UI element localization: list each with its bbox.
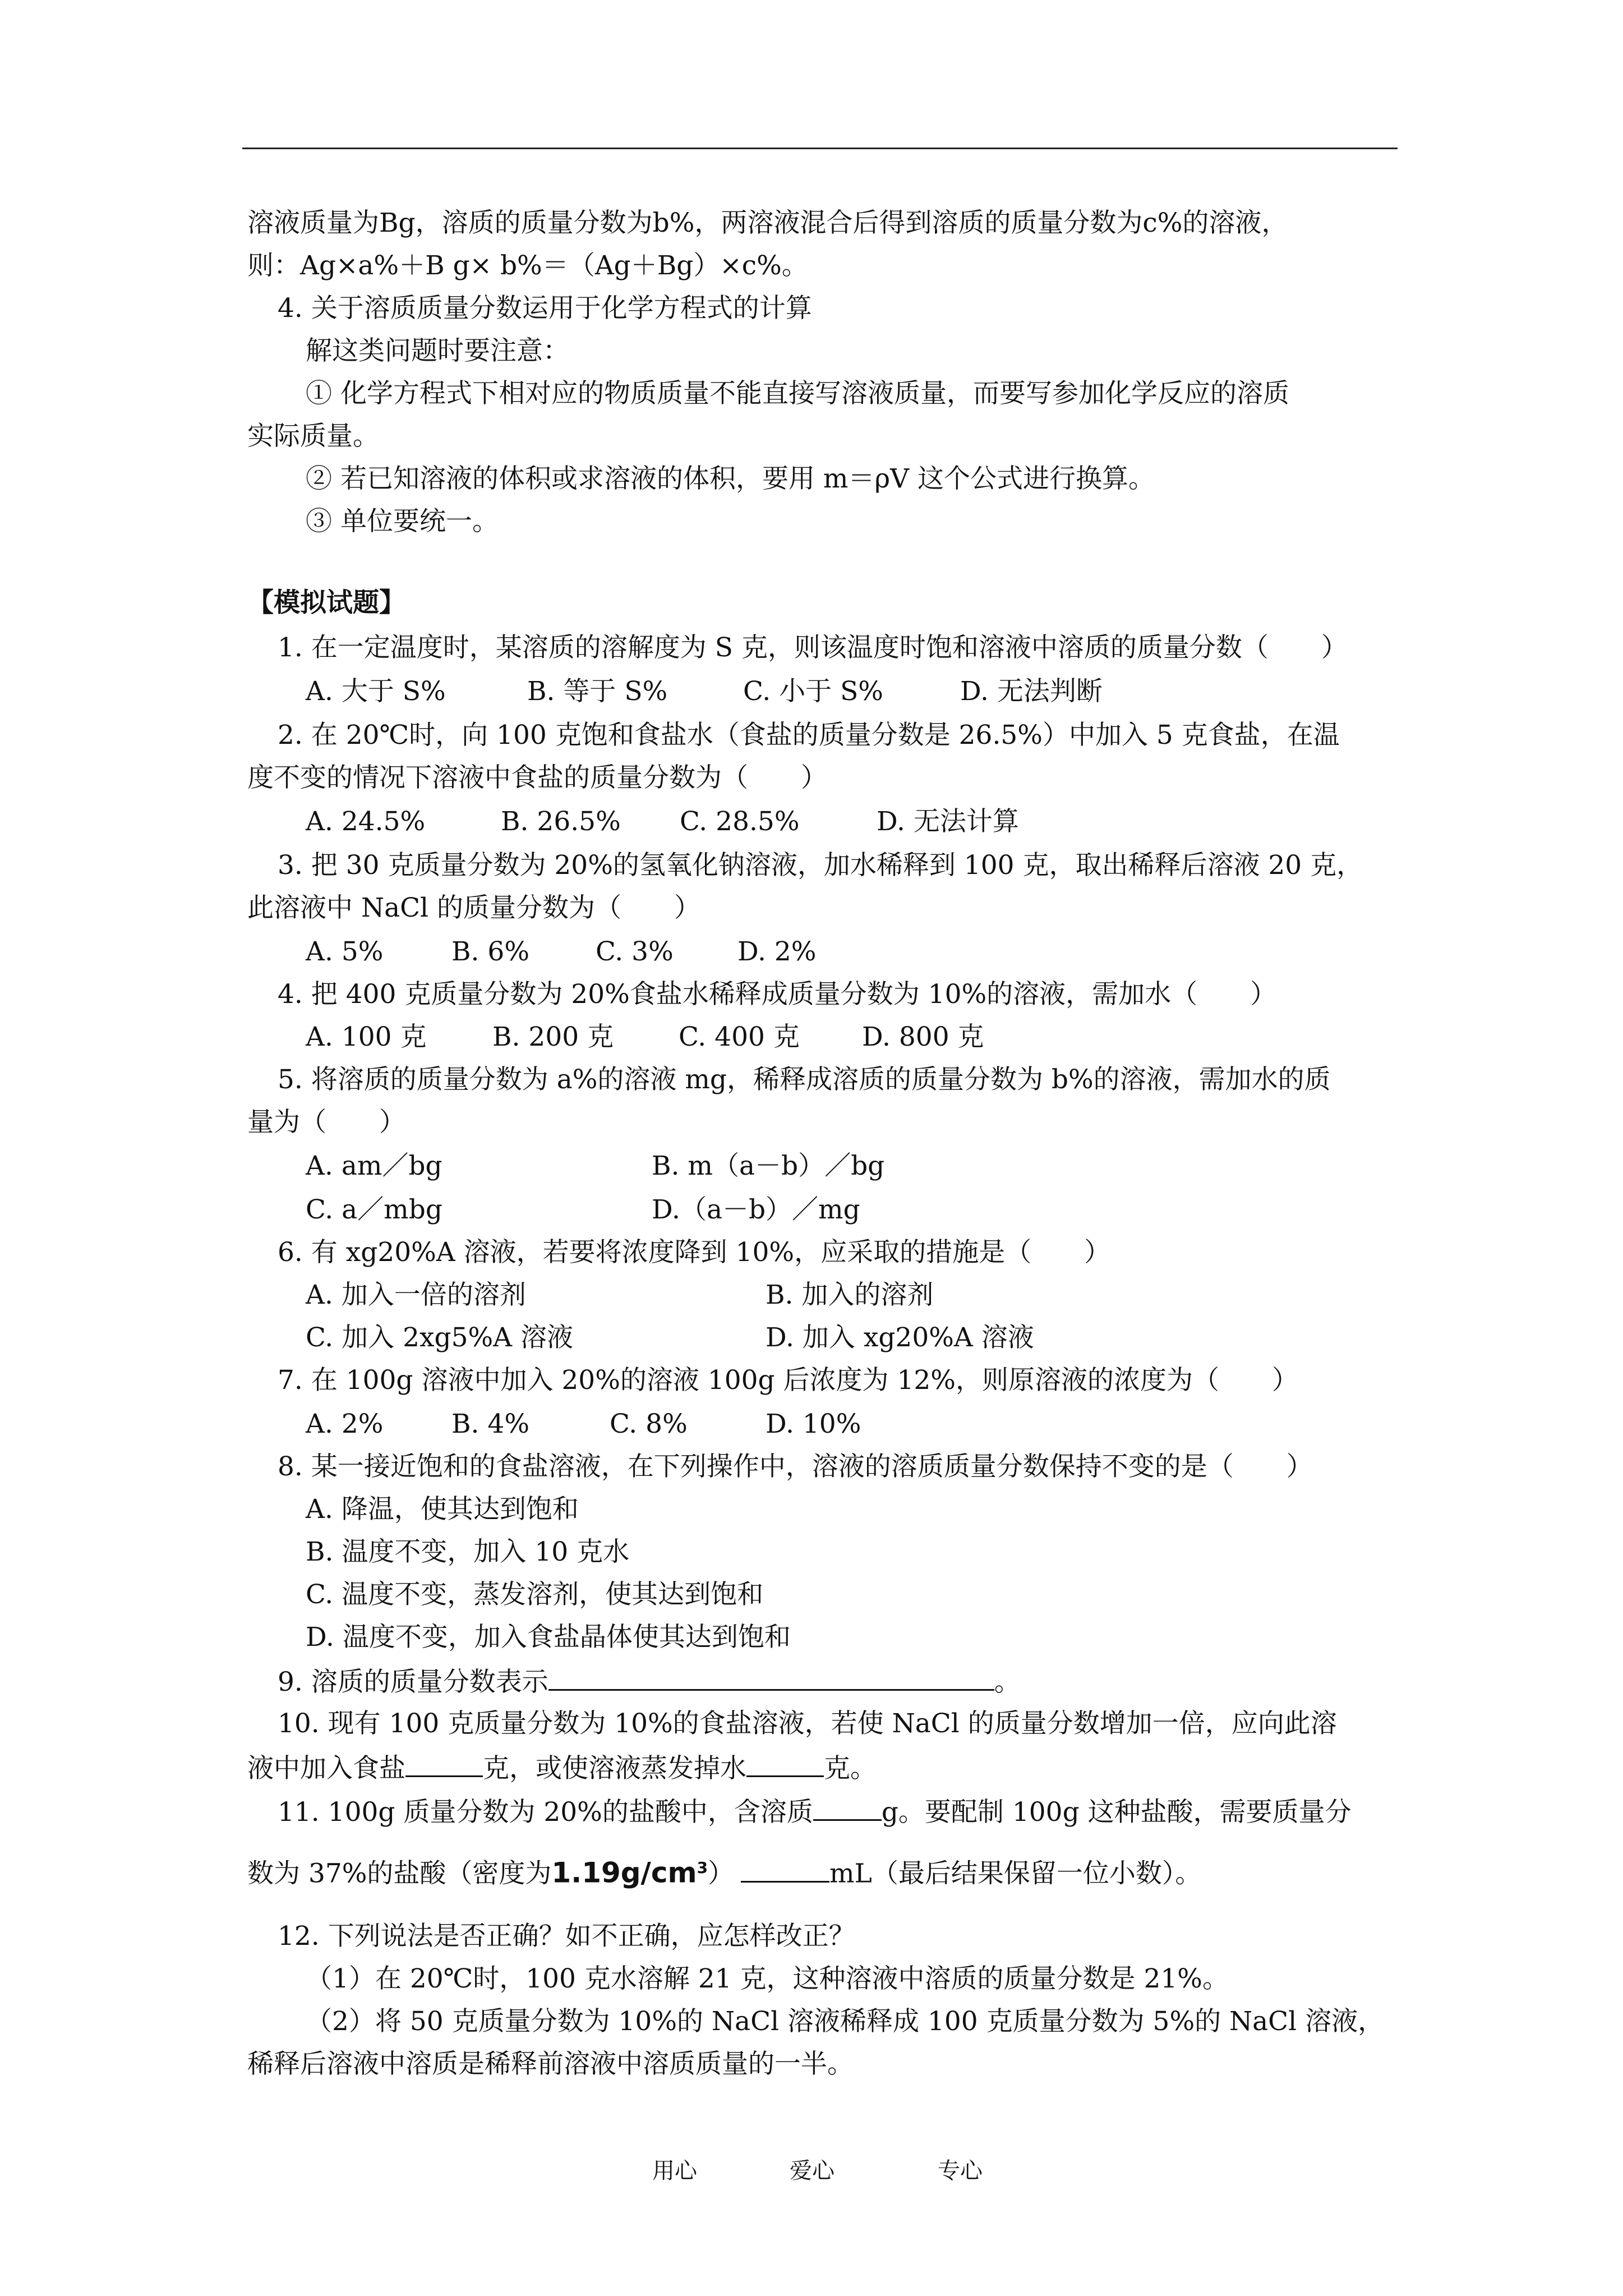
- q10-line-2: [247, 1751, 877, 1784]
- q8-stem: 8. 某一接近饱和的食盐溶液，在下列操作中，溶液的溶质质量分数保持不变的是（ ）: [278, 1451, 1313, 1482]
- section-title: 【模拟试题】: [247, 587, 405, 618]
- q9-post: 。: [994, 1667, 1021, 1697]
- q12-line-3: （2）将 50 克质量分数为 10%的 NaCl 溶液稀释成 100 克质量分数为 5%的 NaCl 溶液，: [306, 2006, 1385, 2037]
- q8-option-a: A. 降温，使其达到饱和: [306, 1494, 579, 1525]
- q11-text-b: g。要配制 100g 这种盐酸，需要质量分: [881, 1797, 1352, 1828]
- intro-line-6: 实际质量。: [247, 421, 379, 452]
- q4-option-b: B. 200 克: [492, 1022, 614, 1052]
- intro-line-8: ③ 单位要统一。: [306, 506, 499, 537]
- q2-option-b: B. 26.5%: [501, 806, 621, 837]
- q7-option-b: B. 4%: [451, 1409, 529, 1439]
- q12-line-1: 12. 下列说法是否正确？如不正确，应怎样改正？: [278, 1921, 855, 1952]
- q9-answer-blank[interactable]: [548, 1664, 994, 1691]
- q11-blank-2[interactable]: [741, 1856, 829, 1883]
- footer-text-1: 用心: [652, 2158, 697, 2184]
- q11-density-exponent: 3: [697, 1858, 708, 1877]
- q3-option-b: B. 6%: [451, 936, 529, 967]
- q4-stem: 4. 把 400 克质量分数为 20%食盐水稀释成质量分数为 10%的溶液，需加水（ ）: [278, 979, 1277, 1010]
- q12-line-2: （1）在 20℃时，100 克水溶解 21 克，这种溶液中溶质的质量分数是 21%。: [306, 1963, 1229, 1994]
- q2-stem-1: 2. 在 20℃时，向 100 克饱和食盐水（食盐的质量分数是 26.5%）中加入 5 克食盐，在温: [278, 720, 1340, 751]
- q5-stem-2: 量为（ ）: [247, 1107, 405, 1138]
- q6-stem: 6. 有 xg20%A 溶液，若要将浓度降到 10%，应采取的措施是（ ）: [278, 1237, 1111, 1268]
- intro-line-2: 则：Ag×a%＋B g× b%＝（Ag＋Bg）×c%。: [247, 250, 808, 281]
- q5-option-a: A. am／bg: [306, 1151, 442, 1181]
- q10-blank-1[interactable]: [405, 1751, 483, 1777]
- footer-text-2: 爱心: [790, 2158, 834, 2184]
- q1-stem: 1. 在一定温度时，某溶质的溶解度为 S 克，则该温度时饱和溶液中溶质的质量分数（ ）: [278, 632, 1348, 663]
- q7-option-d: D. 10%: [766, 1409, 861, 1439]
- q7-option-a: A. 2%: [306, 1409, 384, 1439]
- q2-option-c: C. 28.5%: [680, 806, 800, 837]
- header-rule: [242, 148, 1398, 149]
- q8-option-b: B. 温度不变，加入 10 克水: [306, 1536, 630, 1567]
- q1-option-d: D. 无法判断: [960, 676, 1103, 707]
- intro-line-7: ② 若已知溶液的体积或求溶液的体积，要用 m＝ρV 这个公式进行换算。: [306, 463, 1155, 494]
- q10-text-c: 克。: [824, 1753, 877, 1784]
- q11-blank-1[interactable]: [813, 1795, 882, 1821]
- q11-text-d: ）: [708, 1858, 735, 1889]
- intro-line-3: 4. 关于溶质质量分数运用于化学方程式的计算: [278, 293, 812, 324]
- q10-text-b: 克，或使溶液蒸发掉水: [483, 1753, 746, 1784]
- q11-text-c: 数为 37%的盐酸（密度为: [247, 1858, 552, 1889]
- q5-option-c: C. a／mbg: [306, 1194, 442, 1225]
- q1-option-b: B. 等于 S%: [527, 676, 668, 707]
- q11-text-a: 11. 100g 质量分数为 20%的盐酸中，含溶质: [278, 1797, 813, 1828]
- q2-stem-2: 度不变的情况下溶液中食盐的质量分数为（ ）: [247, 762, 827, 793]
- q11-line-2: [247, 1852, 1201, 1890]
- q2-option-a: A. 24.5%: [306, 806, 426, 837]
- q6-option-b: B. 加入的溶剂: [766, 1280, 934, 1310]
- intro-line-5: ① 化学方程式下相对应的物质质量不能直接写溶液质量，而要写参加化学反应的溶质: [306, 378, 1289, 409]
- q9-line: [278, 1664, 1021, 1698]
- q3-stem-2: 此溶液中 NaCl 的质量分数为（ ）: [247, 892, 701, 923]
- q9-pre: 9. 溶质的质量分数表示: [278, 1667, 548, 1697]
- footer-text-3: 专心: [938, 2158, 983, 2184]
- q11-text-e: mL（最后结果保留一位小数）。: [829, 1858, 1202, 1889]
- q8-option-c: C. 温度不变，蒸发溶剂，使其达到饱和: [306, 1579, 764, 1610]
- q2-option-d: D. 无法计算: [877, 806, 1019, 837]
- q3-option-a: A. 5%: [306, 936, 384, 967]
- q8-option-d: D. 温度不变，加入食盐晶体使其达到饱和: [306, 1622, 791, 1653]
- q10-text-a: 液中加入食盐: [247, 1753, 405, 1784]
- q6-option-c: C. 加入 2xg5%A 溶液: [306, 1322, 574, 1353]
- q11-line-1: [278, 1795, 1352, 1828]
- q4-option-a: A. 100 克: [306, 1022, 427, 1052]
- q4-option-c: C. 400 克: [679, 1022, 800, 1052]
- q5-option-b: B. m（a－b）／bg: [652, 1151, 885, 1181]
- q11-density: 1.19g/cm: [551, 1856, 697, 1889]
- q5-option-d: D.（a－b）／mg: [652, 1194, 860, 1225]
- q3-option-c: C. 3%: [596, 936, 674, 967]
- q3-option-d: D. 2%: [737, 936, 817, 967]
- q1-option-c: C. 小于 S%: [743, 676, 883, 707]
- q12-line-4: 稀释后溶液中溶质是稀释前溶液中溶质质量的一半。: [247, 2049, 854, 2079]
- q3-stem-1: 3. 把 30 克质量分数为 20%的氢氧化钠溶液，加水稀释到 100 克，取出稀释后溶液 20 克，: [278, 850, 1363, 881]
- q7-stem: 7. 在 100g 溶液中加入 20%的溶液 100g 后浓度为 12%，则原溶液的浓度为（ ）: [278, 1365, 1298, 1396]
- q4-option-d: D. 800 克: [862, 1022, 984, 1052]
- q7-option-c: C. 8%: [610, 1409, 688, 1439]
- q5-stem-1: 5. 将溶质的质量分数为 a%的溶液 mg，稀释成溶质的质量分数为 b%的溶液，需加水的质: [278, 1064, 1331, 1095]
- q6-option-a: A. 加入一倍的溶剂: [306, 1280, 526, 1310]
- q6-option-d: D. 加入 xg20%A 溶液: [766, 1322, 1034, 1353]
- q1-option-a: A. 大于 S%: [306, 676, 446, 707]
- intro-line-1: 溶液质量为Bg，溶质的质量分数为b%，两溶液混合后得到溶质的质量分数为c%的溶液，: [247, 208, 1288, 238]
- q10-line-1: 10. 现有 100 克质量分数为 10%的食盐溶液，若使 NaCl 的质量分数增加一倍，应向此溶: [278, 1708, 1337, 1739]
- q10-blank-2[interactable]: [746, 1751, 824, 1777]
- intro-line-4: 解这类问题时要注意：: [306, 335, 569, 366]
